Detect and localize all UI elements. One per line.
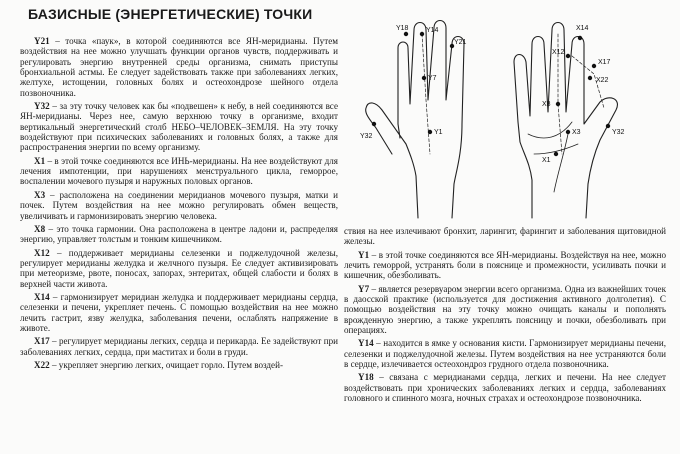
point-paragraph — [344, 250, 666, 281]
point-code: Y7 — [358, 283, 370, 294]
point-description: – регулирует меридианы легких, сердца и перикарда. Ее задействуют при заболеваниях легких, сердца, при маститах и боли в груди. — [20, 336, 338, 357]
point-paragraph — [20, 36, 338, 98]
point-paragraph — [344, 372, 666, 403]
point-description: – в этой точке соединяются все ИНЬ-меридианы. На нее воздействуют для лечения импотенции, при нарушениях менструального цикла, геморрое, воспалении мочевого пузыря и наружных половых органов. — [20, 155, 338, 187]
point-code: Y14 — [358, 338, 374, 349]
continued-paragraph: ствия на нее излечивают бронхит, ларингит, фарингит и заболевания щитовидной железы. — [344, 226, 666, 247]
point-code: X22 — [34, 359, 50, 370]
point-paragraph — [20, 190, 338, 221]
point-label: Y7 — [428, 75, 437, 82]
point-label: X22 — [596, 77, 609, 84]
point-description: – расположена на соединении меридианов мочевого пузыря, матки и почек. Путем воздействия на нее можно регулировать обмен веществ, увеличивать и гармонизировать энергию человека. — [20, 189, 338, 221]
point-paragraph — [20, 101, 338, 153]
point-label: X14 — [576, 25, 589, 32]
point-paragraph — [20, 292, 338, 333]
point-code: X17 — [34, 336, 50, 347]
right-text-column — [344, 226, 666, 407]
point-code: X8 — [34, 223, 46, 234]
hands-illustration — [346, 4, 676, 222]
point-label: Y32 — [612, 129, 625, 136]
point-code: X12 — [34, 247, 50, 258]
point-code: X14 — [34, 291, 50, 302]
point-description: – точка «паук», в которой соединяются все ЯН-меридианы. Путем воздействия на нее можно улучшать функции органов чувств, поддерживать и регулировать энергию внутренней среды организма, снимать приступы бронхиальной астмы. Ее следует задействовать также при заболеваниях легких, желтухе, истощении, головных болях и остеохондрозе шейного отдела позвоночника. — [20, 36, 338, 98]
point-label: X3 — [572, 129, 581, 136]
point-code: Y18 — [358, 372, 374, 383]
point-code: X1 — [34, 155, 46, 166]
point-label: X17 — [598, 59, 611, 66]
point-description: – в этой точке соединяются все ЯН-меридианы. Воздействуя на нее, можно лечить геморрой, устранять боли в пояснице и промежности, усиливать почки и кишечник, обезболивать. — [344, 249, 666, 281]
right-hand-labels — [542, 25, 625, 164]
point-label: Y21 — [454, 39, 467, 46]
point-paragraph — [20, 360, 338, 370]
point-description: – поддерживает меридианы селезенки и поджелудочной железы, регулирует меридианы желудка и желчного пузыря. Ее следует активизировать при метеоризме, рвоте, поносах, запорах, энтеритах, общей слабости и болях в верхней части живота. — [20, 247, 338, 289]
point-description: – находится в ямке у основания кисти. Гармонизирует меридианы печени, селезенки и поджелудочной железы. Путем воздействия на нее устраняются боли в сердце, излечивается остеохондроз грудного отдела позвоночника. — [344, 338, 666, 370]
point-paragraph — [344, 284, 666, 336]
point-label: Y14 — [426, 27, 439, 34]
point-description: – укрепляет энергию легких, очищает горло. Путем воздей- — [49, 359, 283, 370]
left-text-column — [20, 36, 338, 373]
point-code: Y32 — [34, 101, 50, 112]
point-code: Y1 — [358, 249, 370, 260]
point-paragraph — [20, 248, 338, 289]
point-description: – за эту точку человек как бы «подвешен» к небу, в ней соединяются все ЯН-меридианы. Через нее, самую верхнюю точку в организме, входит вертикальный энергетический столб НЕБО–ЧЕЛОВЕК–ЗЕМЛЯ. На эту точку воздействуют при психических заболеваниях и головных болях, а также для распространения энергии по всему организму. — [20, 101, 338, 153]
point-label: Y32 — [360, 133, 373, 140]
point-code: X3 — [34, 189, 46, 200]
point-label: X8 — [542, 101, 551, 108]
page-title: БАЗИСНЫЕ (ЭНЕРГЕТИЧЕСКИЕ) ТОЧКИ — [28, 6, 313, 22]
left-hand-outline — [366, 21, 464, 219]
point-code: Y21 — [34, 36, 50, 46]
point-description: – является резервуаром энергии всего организма. Одна из важнейших точек в даосской практике (используется для достижения активного долголетия). С помощью воздействия на эту точку можно очищать каналы и пополнять врожденную энергию, а также укреплять поясницу и почки, обезболивать при операциях. — [344, 283, 666, 336]
hands-diagram — [346, 4, 676, 222]
point-label: X1 — [542, 157, 551, 164]
point-paragraph — [20, 156, 338, 187]
point-paragraph — [20, 336, 338, 357]
point-label: Y18 — [396, 25, 409, 32]
point-description: – гармонизирует меридиан желудка и поддерживает меридианы сердца, селезенки и печени, укрепляет печень. С помощью воздействия на нее можно лечить гастрит, язву желудка, заболевания печени, ослаблять напряжение в животе. — [20, 291, 338, 333]
point-label: X12 — [552, 49, 565, 56]
point-paragraph — [20, 224, 338, 245]
point-label: Y1 — [434, 129, 443, 136]
point-paragraph — [344, 338, 666, 369]
point-description: – связана с меридианами сердца, легких и печени. На нее следует воздействовать при хронических заболеваниях легких и сердца, заболеваниях головного и спинного мозга, ночных страхах и остеохондрозе позвоночника. — [344, 372, 666, 404]
right-hand-outline — [514, 23, 617, 219]
point-description: – это точка гармонии. Она расположена в центре ладони и, распределяя энергию, управляет толстым и тонким кишечником. — [20, 223, 338, 245]
